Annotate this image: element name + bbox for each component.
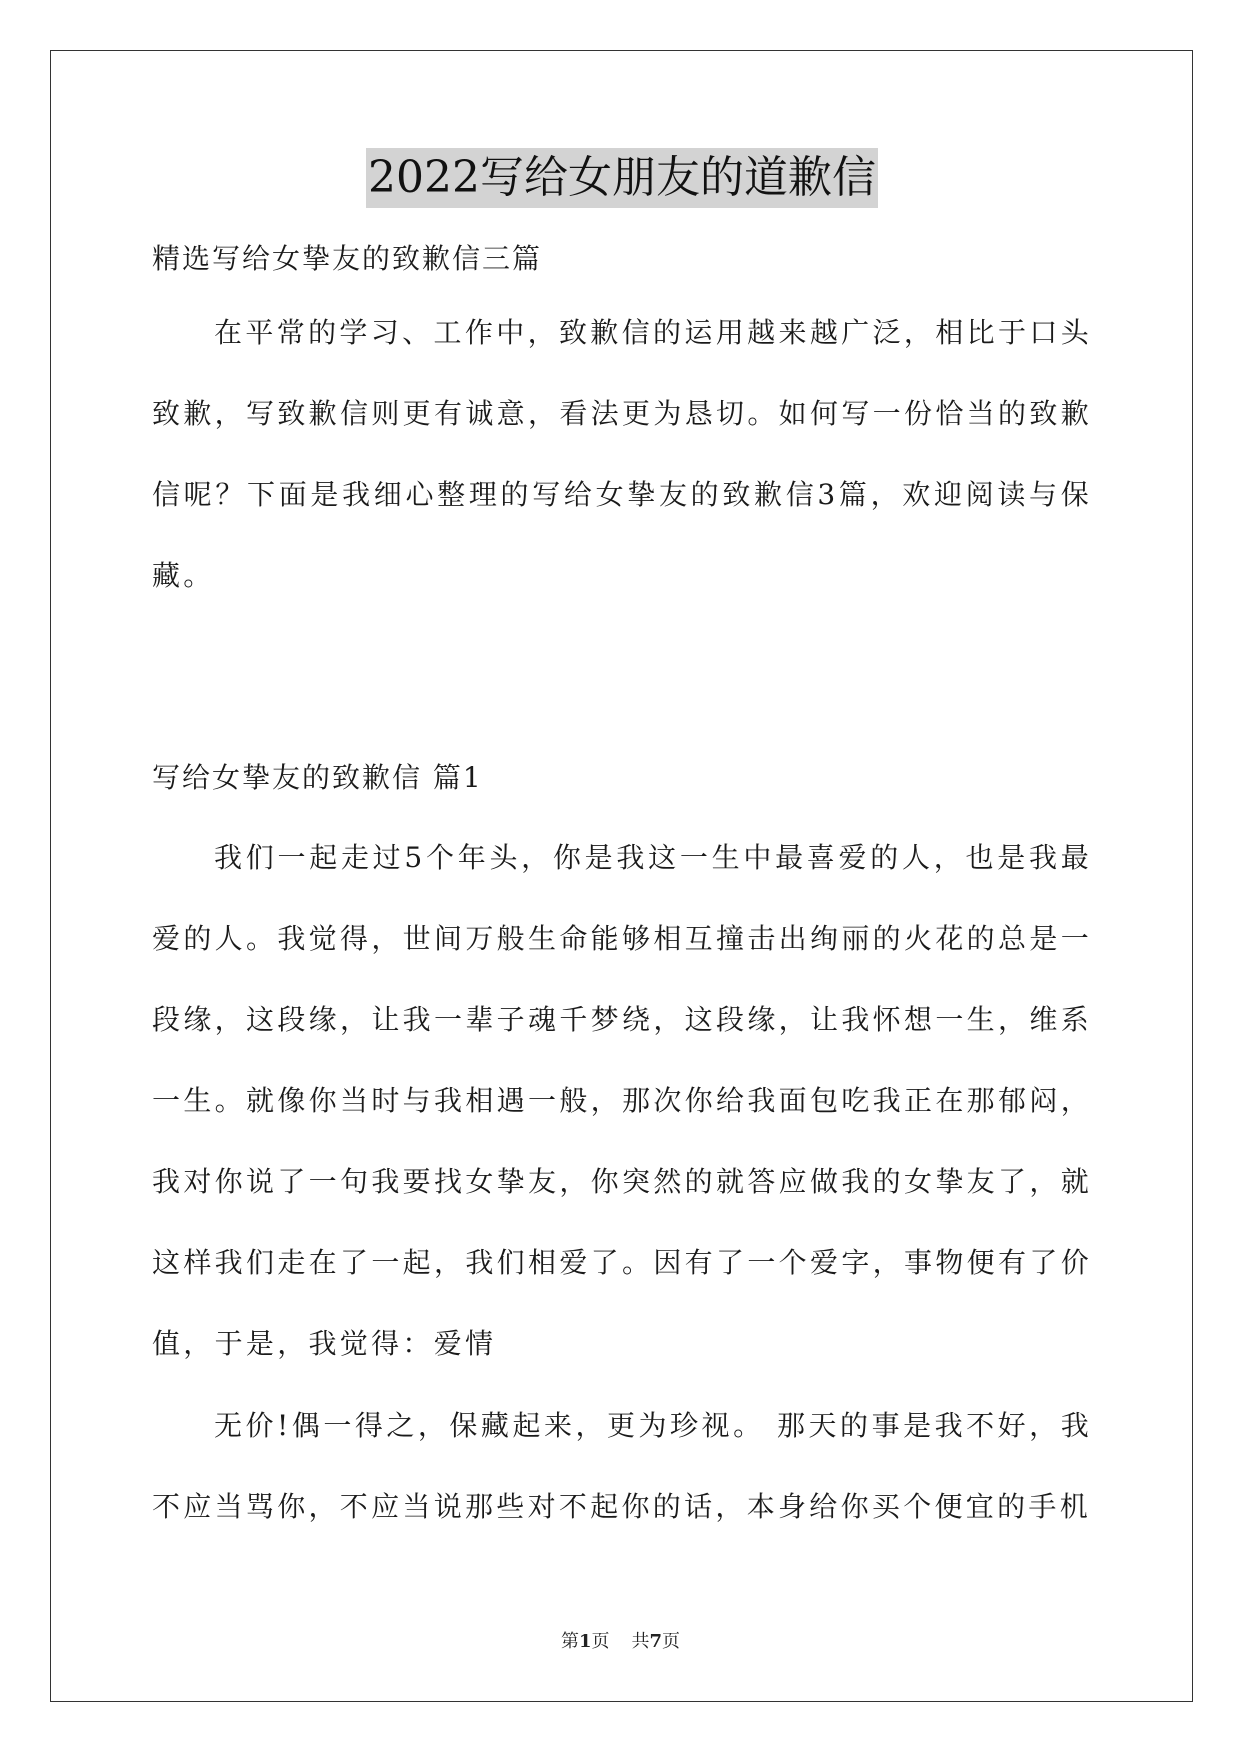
page-total: 7 bbox=[649, 1631, 663, 1652]
page-current: 1 bbox=[578, 1631, 592, 1652]
section-heading: 写给女挚友的致歉信 篇1 bbox=[152, 761, 483, 794]
document-title: 2022写给女朋友的道歉信 bbox=[366, 148, 878, 208]
total-suffix: 页 bbox=[662, 1631, 681, 1652]
body-paragraph-2: 无价!偶一得之，保藏起来，更为珍视。 那天的事是我不好，我不应当骂你，不应当说那些对不起你的话，本身给你买个便宜的手机 bbox=[152, 1409, 1092, 1523]
page-suffix: 页 bbox=[591, 1631, 610, 1652]
title-container bbox=[152, 148, 1092, 208]
total-prefix: 共 bbox=[631, 1631, 650, 1652]
page-prefix: 第 bbox=[560, 1631, 579, 1652]
body-paragraph-1: 我们一起走过5个年头，你是我这一生中最喜爱的人，也是我最爱的人。我觉得，世间万般生命能够相互撞击出绚丽的火花的总是一段缘，这段缘，让我一辈子魂千梦绕，这段缘，让我怀想一生，维系一生。就像你当时与我相遇一般，那次你给我面包吃我正在那郁闷，我对你说了一句我要找女挚友，你突然的就答应做我的女挚友了，就这样我们走在了一起，我们相爱了。因有了一个爱字，事物便有了价值，于是，我觉得：爱情 bbox=[152, 841, 1092, 1360]
document-subtitle: 精选写给女挚友的致歉信三篇 bbox=[152, 242, 543, 275]
page-footer bbox=[0, 1630, 1241, 1654]
intro-paragraph: 在平常的学习、工作中，致歉信的运用越来越广泛，相比于口头致歉，写致歉信则更有诚意，看法更为恳切。如何写一份恰当的致歉信呢？下面是我细心整理的写给女挚友的致歉信3篇，欢迎阅读与保藏。 bbox=[152, 316, 1092, 592]
